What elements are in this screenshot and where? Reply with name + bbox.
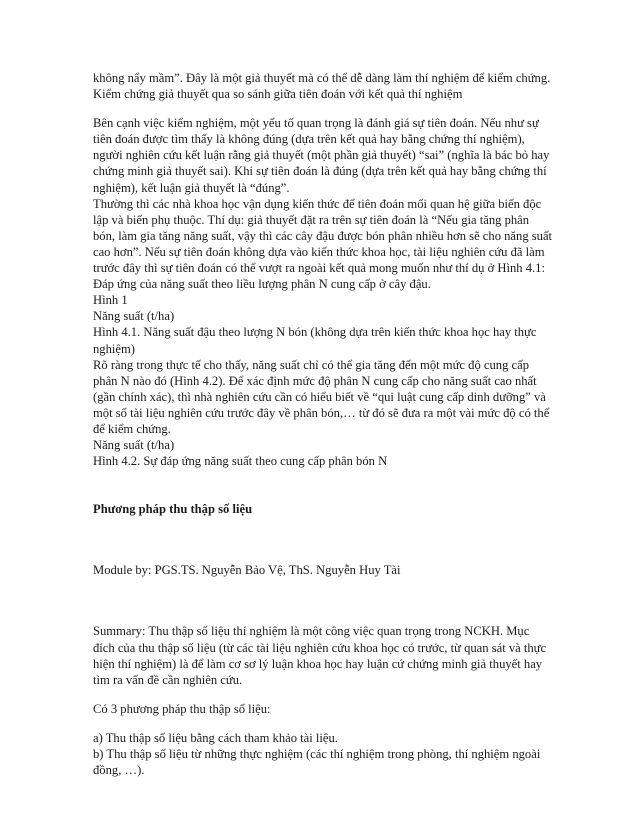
axis-label-yield-2: Năng suất (t/ha) — [93, 438, 175, 453]
figure-caption-4-1: Hình 4.1. Năng suất đậu theo lượng N bón (không dựa trên kiến thức khoa học hay thực nghiệm) — [93, 325, 537, 356]
summary-paragraph: Summary: Thu thập số liệu thí nghiệm là một công việc quan trọng trong NCKH. Mục đích của thu thập số liệu (từ các tài liệu nghiên cứu khoa học có trước, từ quan sát và thực hiện thí nghiệm) là để làm cơ sơ lý luận khoa học hay luận cứ chứng minh giả thuyết hay tìm ra vấn đề cần nghiên cứu. — [93, 624, 547, 687]
method-item-b: b) Thu thập số liệu từ những thực nghiệm (các thí nghiệm trong phòng, thí nghiệm ngoài đồng, …). — [93, 747, 541, 778]
paragraph-prediction: Thường thì các nhà khoa học vận dụng kiến thức để tiên đoán mối quan hệ giữa biến độc lập và biến phụ thuộc. Thí dụ: giả thuyết đặt ra trên sự tiên đoán là “Nếu gia tăng phân bón, làm gia tăng năng suất, vậy thì các cây đậu được bón phân nhiều hơn sẽ cho năng suất cao hơn”. Nếu sự tiên đoán không dựa vào kiến thức khoa học, tài liệu nghiên cứu đã làm trước đây thì sự tiên đoán có thể vượt ra ngoài kết quả mong muốn như thí dụ ở Hình 4.1: Đáp ứng của năng suất theo liều lượng phân N cung cấp ở cây đậu. — [93, 196, 553, 292]
spacer — [93, 517, 553, 549]
method-item-a: a) Thu thập số liệu bằng cách tham khảo tài liệu. — [93, 730, 338, 745]
axis-label-yield-1: Năng suất (t/ha) — [93, 309, 175, 324]
spacer — [93, 688, 553, 701]
spacer — [93, 469, 553, 501]
figure-label-1: Hình 1 — [93, 293, 128, 308]
document-body — [93, 70, 553, 778]
module-authors: Module by: PGS.TS. Nguyễn Bảo Vệ, ThS. Nguyễn Huy Tài — [93, 563, 401, 578]
paragraph-intro: không nẩy mầm”. Đây là một giả thuyết mà có thể dễ dàng làm thí nghiệm để kiểm chứng. — [93, 71, 551, 85]
paragraph-reality: Rõ ràng trong thực tế cho thấy, năng suất chỉ có thể gia tăng đến một mức độ cung cấp phân N nào đó (Hình 4.2). Để xác định mức độ phân N cung cấp cho năng suất cao nhất (gần chính xác), thì nhà nghiên cứu cần có hiểu biết về “qui luật cung cấp dinh dưỡng” và một số tài liệu nghiên cứu trước đây về phân bón,… từ đó sẽ đưa ra một vài mức độ có thể để kiểm chứng. — [93, 357, 550, 436]
spacer — [93, 549, 553, 562]
figure-caption-4-2: Hình 4.2. Sự đáp ứng năng suất theo cung cấp phân bón N — [93, 454, 388, 469]
paragraph-evaluation: Bên cạnh việc kiểm nghiệm, một yếu tố quan trọng là đánh giá sự tiên đoán. Nếu như sự tiên đoán được tìm thấy là không đúng (dựa trên kết quả hay bằng chứng thí nghiệm), người nghiên cứu kết luận rằng giả thuyết (một phần giả thuyết) “sai” (nghĩa là bác bỏ hay chứng minh giả thuyết sai). Khi sự tiên đoán là đúng (dựa trên kết quả hay bằng chứng thí nghiệm), kết luận giả thuyết là “đúng”. — [93, 116, 550, 195]
section-heading: Phương pháp thu thập số liệu — [93, 502, 253, 517]
paragraph-subheading: Kiểm chứng giả thuyết qua so sánh giữa tiên đoán với kết quả thí nghiệm — [93, 87, 463, 102]
spacer — [93, 717, 553, 730]
spacer — [93, 610, 553, 623]
spacer — [93, 102, 553, 115]
methods-intro: Có 3 phương pháp thu thập số liệu: — [93, 701, 271, 716]
spacer — [93, 578, 553, 610]
